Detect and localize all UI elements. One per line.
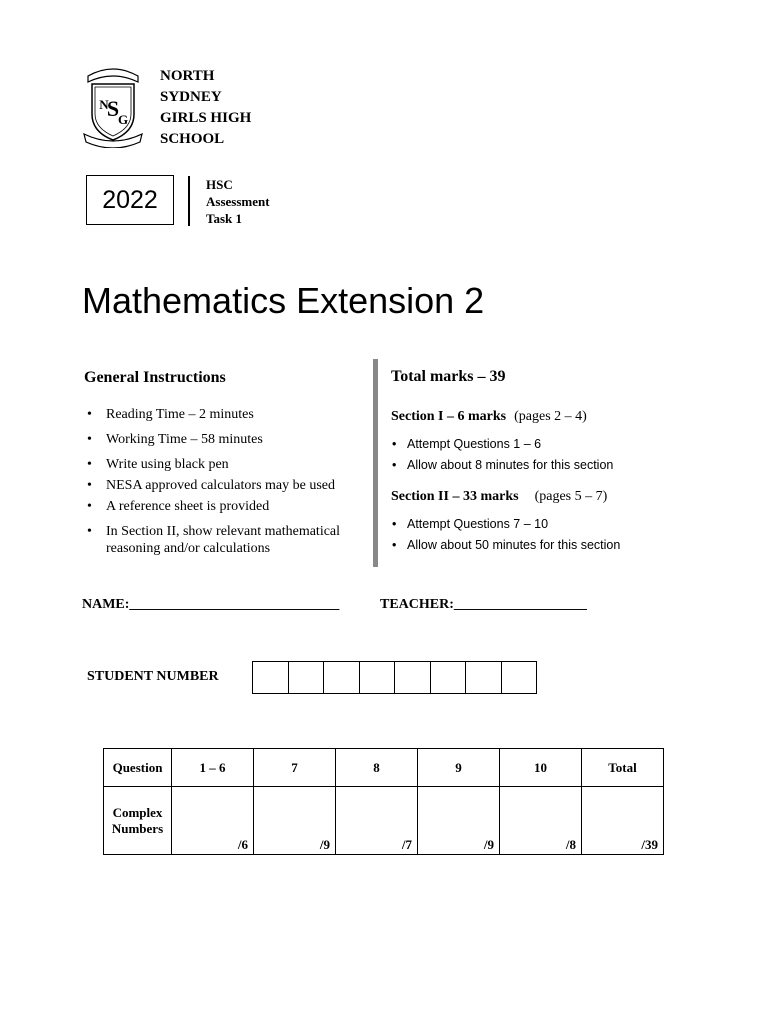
list-item-text: In Section II, show relevant mathematical reasoning and/or calculations: [106, 524, 341, 556]
bullet-icon: •: [87, 407, 92, 422]
section-pages: (pages 5 – 7): [534, 489, 608, 504]
year-box: 2022: [86, 175, 174, 225]
list-item: [84, 406, 369, 423]
list-item-text: Reading Time – 2 minutes: [106, 407, 254, 422]
page-title: Mathematics Extension 2: [82, 280, 485, 321]
table-header-cell: 7: [254, 749, 336, 787]
teacher-field[interactable]: TEACHER:___________________: [380, 597, 587, 612]
table-header-cell: 10: [500, 749, 582, 787]
bullet-icon: •: [392, 437, 397, 451]
student-number-digit-box[interactable]: [501, 661, 538, 694]
name-field[interactable]: NAME:______________________________: [82, 597, 340, 612]
svg-text:G: G: [117, 112, 129, 127]
school-name-line: NORTH: [160, 68, 215, 84]
section-list: [391, 514, 620, 556]
table-header-cell: 9: [418, 749, 500, 787]
section-pages: (pages 2 – 4): [514, 409, 587, 424]
student-number-digit-box[interactable]: [430, 661, 467, 694]
list-item-text: NESA approved calculators may be used: [106, 478, 335, 493]
mark-cell: /8: [500, 787, 582, 855]
student-number-label: STUDENT NUMBER: [87, 669, 219, 684]
list-item-text: Working Time – 58 minutes: [106, 432, 263, 447]
school-name-line: SYDNEY: [160, 89, 222, 105]
bullet-icon: •: [392, 517, 397, 531]
bullet-icon: •: [392, 538, 397, 552]
bullet-icon: •: [87, 524, 92, 539]
student-number-digit-box[interactable]: [252, 661, 289, 694]
list-item-text: Attempt Questions 1 – 6: [407, 437, 542, 451]
school-name-line: GIRLS HIGH: [160, 110, 252, 126]
list-item-text: Allow about 50 minutes for this section: [407, 538, 621, 552]
list-item-text: Attempt Questions 7 – 10: [407, 517, 549, 531]
mark-cell: /9: [254, 787, 336, 855]
list-item-text: Allow about 8 minutes for this section: [407, 458, 614, 472]
list-item: [391, 434, 613, 455]
table-header-cell: Total: [582, 749, 664, 787]
list-item-text: Write using black pen: [106, 457, 229, 472]
svg-text:S: S: [106, 96, 120, 121]
list-item: [391, 514, 620, 535]
student-number-digit-box[interactable]: [288, 661, 325, 694]
student-number-boxes: [252, 661, 537, 694]
bullet-icon: •: [392, 458, 397, 472]
divider: [188, 176, 190, 226]
mark-cell: /7: [336, 787, 418, 855]
list-item: [84, 431, 369, 448]
mark-cell: /9: [418, 787, 500, 855]
svg-text:N: N: [99, 97, 109, 112]
student-number-digit-box[interactable]: [394, 661, 431, 694]
section-title: Section II – 33 marks: [391, 489, 519, 504]
section-title: Section I – 6 marks: [391, 409, 507, 424]
marks-table: [103, 748, 664, 855]
school-name-line: SCHOOL: [160, 131, 225, 147]
table-header-row: [104, 749, 664, 787]
list-item: [391, 535, 620, 556]
general-instructions-heading: General Instructions: [84, 369, 226, 386]
bullet-icon: •: [87, 478, 92, 493]
list-item: [84, 523, 369, 557]
task-label: [206, 176, 270, 227]
column-divider: [373, 359, 378, 567]
task-label-line: Task 1: [206, 211, 243, 226]
student-number-digit-box[interactable]: [465, 661, 502, 694]
section-heading: [391, 409, 587, 425]
bullet-icon: •: [87, 499, 92, 514]
school-crest-logo: [82, 64, 144, 148]
list-item: [84, 456, 369, 473]
table-header-cell: 8: [336, 749, 418, 787]
total-marks-heading: Total marks – 39: [391, 368, 506, 385]
task-label-line: Assessment: [206, 194, 270, 209]
table-header-cell: 1 – 6: [172, 749, 254, 787]
list-item: [84, 477, 369, 494]
general-instructions-list: [84, 406, 369, 557]
bullet-icon: •: [87, 457, 92, 472]
row-label: Complex Numbers: [104, 787, 172, 855]
mark-cell: /39: [582, 787, 664, 855]
table-header-cell: Question: [104, 749, 172, 787]
section-list: [391, 434, 613, 476]
student-number-digit-box[interactable]: [359, 661, 396, 694]
mark-cell: /6: [172, 787, 254, 855]
student-number-digit-box[interactable]: [323, 661, 360, 694]
school-name: [160, 66, 251, 150]
list-item: [84, 498, 369, 515]
list-item-text: A reference sheet is provided: [106, 499, 270, 514]
list-item: [391, 455, 613, 476]
task-label-line: HSC: [206, 177, 233, 192]
bullet-icon: •: [87, 432, 92, 447]
section-heading: [391, 489, 607, 505]
table-row: [104, 787, 664, 855]
